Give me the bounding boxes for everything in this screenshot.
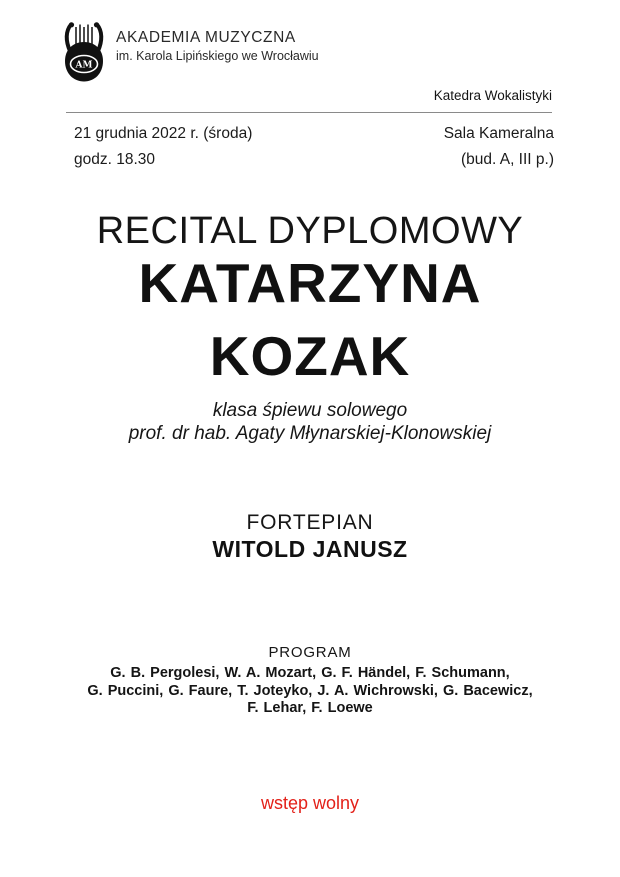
- academy-wordmark: [116, 28, 319, 64]
- program-block: [0, 644, 620, 718]
- event-venue-detail: (bud. A, III p.): [460, 151, 554, 168]
- event-venue: Sala Kameralna: [443, 125, 554, 142]
- accompanist-block: [0, 510, 620, 563]
- header-divider: [66, 112, 552, 113]
- event-info-row: [74, 121, 554, 173]
- recital-title: RECITAL DYPLOMOWY: [96, 210, 524, 252]
- lyre-logo-icon: [62, 21, 106, 83]
- class-line-2: prof. dr hab. Agaty Młynarskiej-Klonowskiej: [128, 422, 492, 444]
- logo-monogram: AM: [75, 60, 93, 71]
- event-time: godz. 18.30: [74, 151, 156, 168]
- event-venue-block: [444, 121, 554, 173]
- class-info: [0, 400, 620, 445]
- accompanist-instrument: FORTEPIAN: [246, 511, 374, 534]
- program-line: G. B. Pergolesi, W. A. Mozart, G. F. Händel, F. Schumann,: [110, 665, 510, 681]
- admission-note: wstęp wolny: [260, 793, 360, 813]
- academy-header: [62, 21, 319, 83]
- class-line-1: klasa śpiewu solowego: [212, 400, 408, 421]
- academy-subtitle: im. Karola Lipińskiego we Wrocławiu: [116, 49, 319, 63]
- program-line: F. Lehar, F. Loewe: [247, 700, 373, 717]
- program-heading: PROGRAM: [268, 644, 352, 661]
- department-label: Katedra Wokalistyki: [433, 88, 552, 103]
- event-datetime: [74, 121, 252, 173]
- performer-last-name: KOZAK: [209, 325, 411, 387]
- academy-name: AKADEMIA MUZYCZNA: [116, 29, 296, 46]
- performer-first-name: KATARZYNA: [138, 252, 482, 314]
- event-date: 21 grudnia 2022 r. (środa): [74, 125, 253, 142]
- program-line: G. Puccini, G. Faure, T. Joteyko, J. A. Wichrowski, G. Bacewicz,: [87, 682, 533, 699]
- accompanist-name: WITOLD JANUSZ: [212, 536, 408, 562]
